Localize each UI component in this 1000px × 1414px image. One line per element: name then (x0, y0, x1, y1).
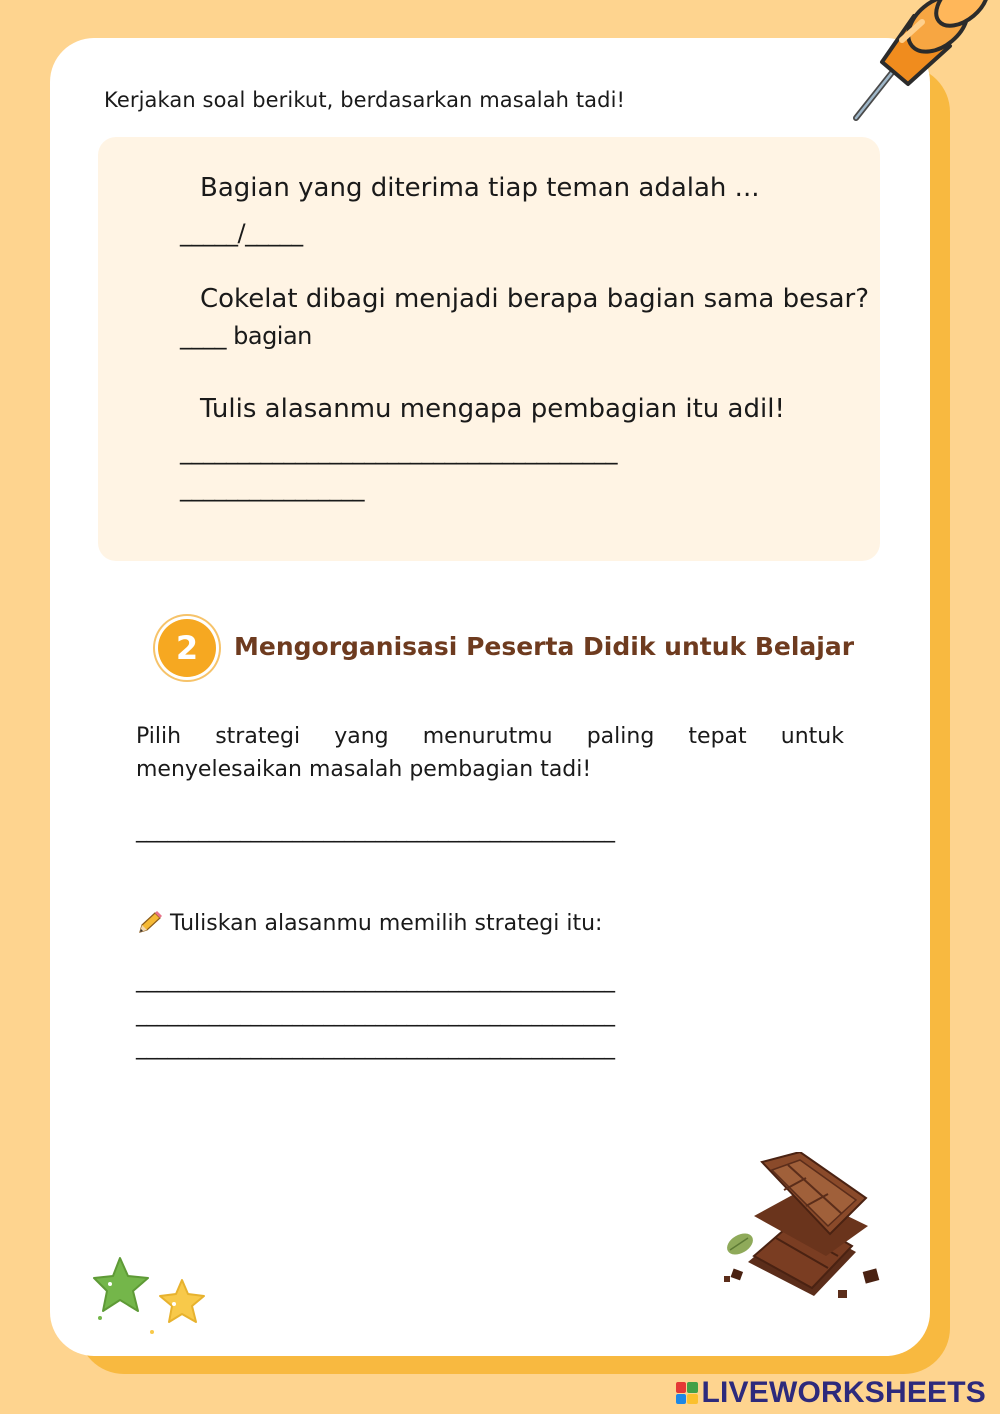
reason-answer-line-2[interactable]: ______________________________________________ (136, 1002, 615, 1027)
liveworksheets-logo-icon (676, 1382, 698, 1404)
question-3-answer-line-2[interactable]: ________________ (180, 474, 364, 502)
reason-answer-line-1[interactable]: ______________________________________________ (136, 968, 615, 993)
chocolate-illustration (718, 1152, 888, 1312)
reason-answer-line-3[interactable]: ______________________________________________ (136, 1035, 615, 1060)
question-2-prompt: Cokelat dibagi menjadi berapa bagian sama besar? (200, 284, 870, 314)
question-1-prompt: Bagian yang diterima tiap teman adalah ... (200, 173, 760, 203)
pushpin-icon (842, 0, 1000, 128)
section-title: Mengorganisasi Peserta Didik untuk Belajar (234, 632, 855, 661)
question-3-answer-line-1[interactable]: ______________________________________ (180, 437, 617, 465)
pencil-icon (136, 910, 164, 936)
strategy-prompt: Pilih strategi yang menurutmu paling tepat untuk menyelesaikan masalah pembagian tadi! (136, 724, 844, 782)
liveworksheets-brand[interactable] (676, 1376, 987, 1410)
question-3-prompt: Tulis alasanmu mengapa pembagian itu adil! (200, 394, 785, 424)
reason-prompt-row (136, 910, 602, 936)
reason-prompt: Tuliskan alasanmu memilih strategi itu: (170, 910, 603, 936)
intro-text: Kerjakan soal berikut, berdasarkan masalah tadi! (104, 88, 626, 112)
strategy-answer-line[interactable]: ______________________________________________ (136, 818, 615, 843)
question-1-answer-field[interactable]: _____/_____ (180, 219, 303, 247)
section-number-badge: 2 (158, 619, 216, 677)
question-2-answer-field[interactable]: ____ bagian (180, 322, 312, 350)
brand-label: LIVEWORKSHEETS (701, 1376, 986, 1409)
stars-illustration (92, 1254, 216, 1338)
